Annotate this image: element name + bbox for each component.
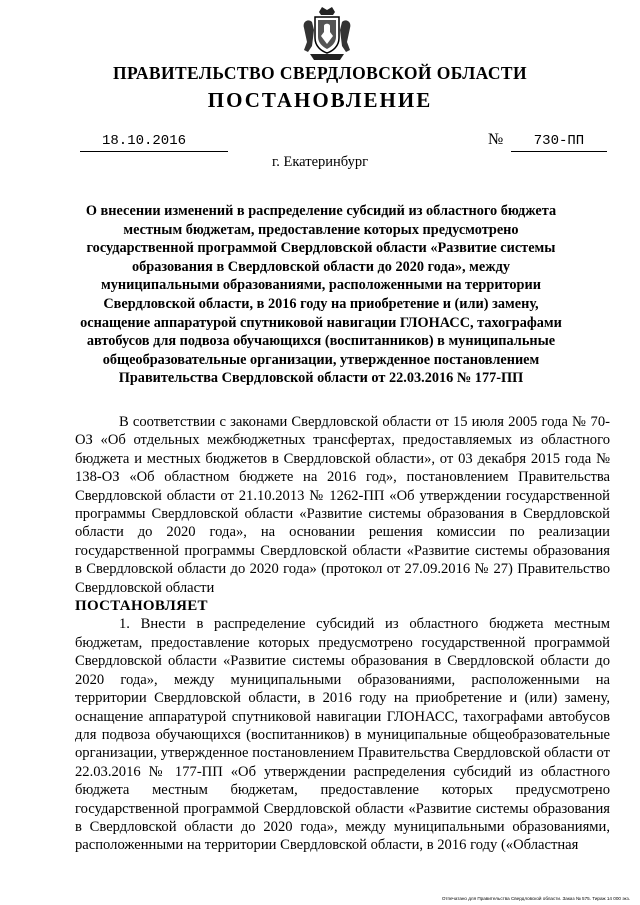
document-heading: О внесении изменений в распределение субсидий из областного бюджета местным бюджетам, предоставление которых предусмотрено государственной программой Свердловской области «Развитие системы образования в Свердловской области до 2020 года», между муниципальными образованиями, расположенными на территории Свердловской области, в 2016 году на приобретение и (или) замену, оснащение аппаратурой спутниковой навигации ГЛОНАСС, тахографами автобусов для подвоза обучающихся (воспитанников) в муниципальные общеобразовательные организации, утвержденное постановлением Правительства Свердловской области от 22.03.2016 № 177-ПП bbox=[80, 203, 562, 387]
number-sign: № bbox=[488, 131, 504, 148]
print-footer: Отпечатано для Правительства Свердловской области. Заказ № 575. Тираж 14 000 экз. bbox=[441, 896, 630, 901]
document-number: 730-ПП bbox=[511, 133, 607, 152]
document-body bbox=[75, 413, 610, 855]
preamble-paragraph: В соответствии с законами Свердловской области от 15 июля 2005 года № 70-ОЗ «Об отдельных межбюджетных трансфертах, предоставляемых из областного бюджета и местных бюджетов в Свердловской области», от 03 декабря 2015 года № 138-ОЗ «Об областном бюджете на 2016 год», постановлением Правительства Свердловской области от 21.10.2013 № 1262-ПП «Об утверждении государственной программы Свердловской области «Развитие системы образования в Свердловской области до 2020 года», на основании решения комиссии по реализации государственной программы Свердловской области «Развитие системы образования в Свердловской области до 2020 года» (протокол от 27.09.2016 № 27) Правительство Свердловской области bbox=[75, 414, 610, 596]
decree-word: ПОСТАНОВЛЯЕТ bbox=[75, 598, 208, 615]
coat-of-arms-emblem bbox=[300, 6, 354, 62]
clause-1-paragraph: 1. Внести в распределение субсидий из областного бюджета местным бюджетам, предоставление которых предусмотрено государственной программой Свердловской области «Развитие системы образования в Свердловской области до 2020 года», между муниципальными образованиями, расположенными на территории Свердловской области, в 2016 году на приобретение и (или) замену, оснащение аппаратурой спутниковой навигации ГЛОНАСС, тахографами автобусов для подвоза обучающихся (воспитанников) в муниципальные общеобразовательные организации, утвержденное постановлением Правительства Свердловской области от 22.03.2016 № 177-ПП «Об утверждении распределения субсидий из областного бюджета местным бюджетам, предоставление которых предусмотрено государственной программой Свердловской области «Развитие системы образования в Свердловской области до 2020 года», между муниципальными образованиями, расположенными на территории Свердловской области, в 2016 году («Областная bbox=[75, 616, 610, 854]
issue-city: г. Екатеринбург bbox=[271, 154, 369, 170]
document-type: ПОСТАНОВЛЕНИЕ bbox=[207, 88, 433, 112]
document-date: 18.10.2016 bbox=[80, 133, 228, 152]
government-name: ПРАВИТЕЛЬСТВО СВЕРДЛОВСКОЙ ОБЛАСТИ bbox=[113, 63, 527, 83]
